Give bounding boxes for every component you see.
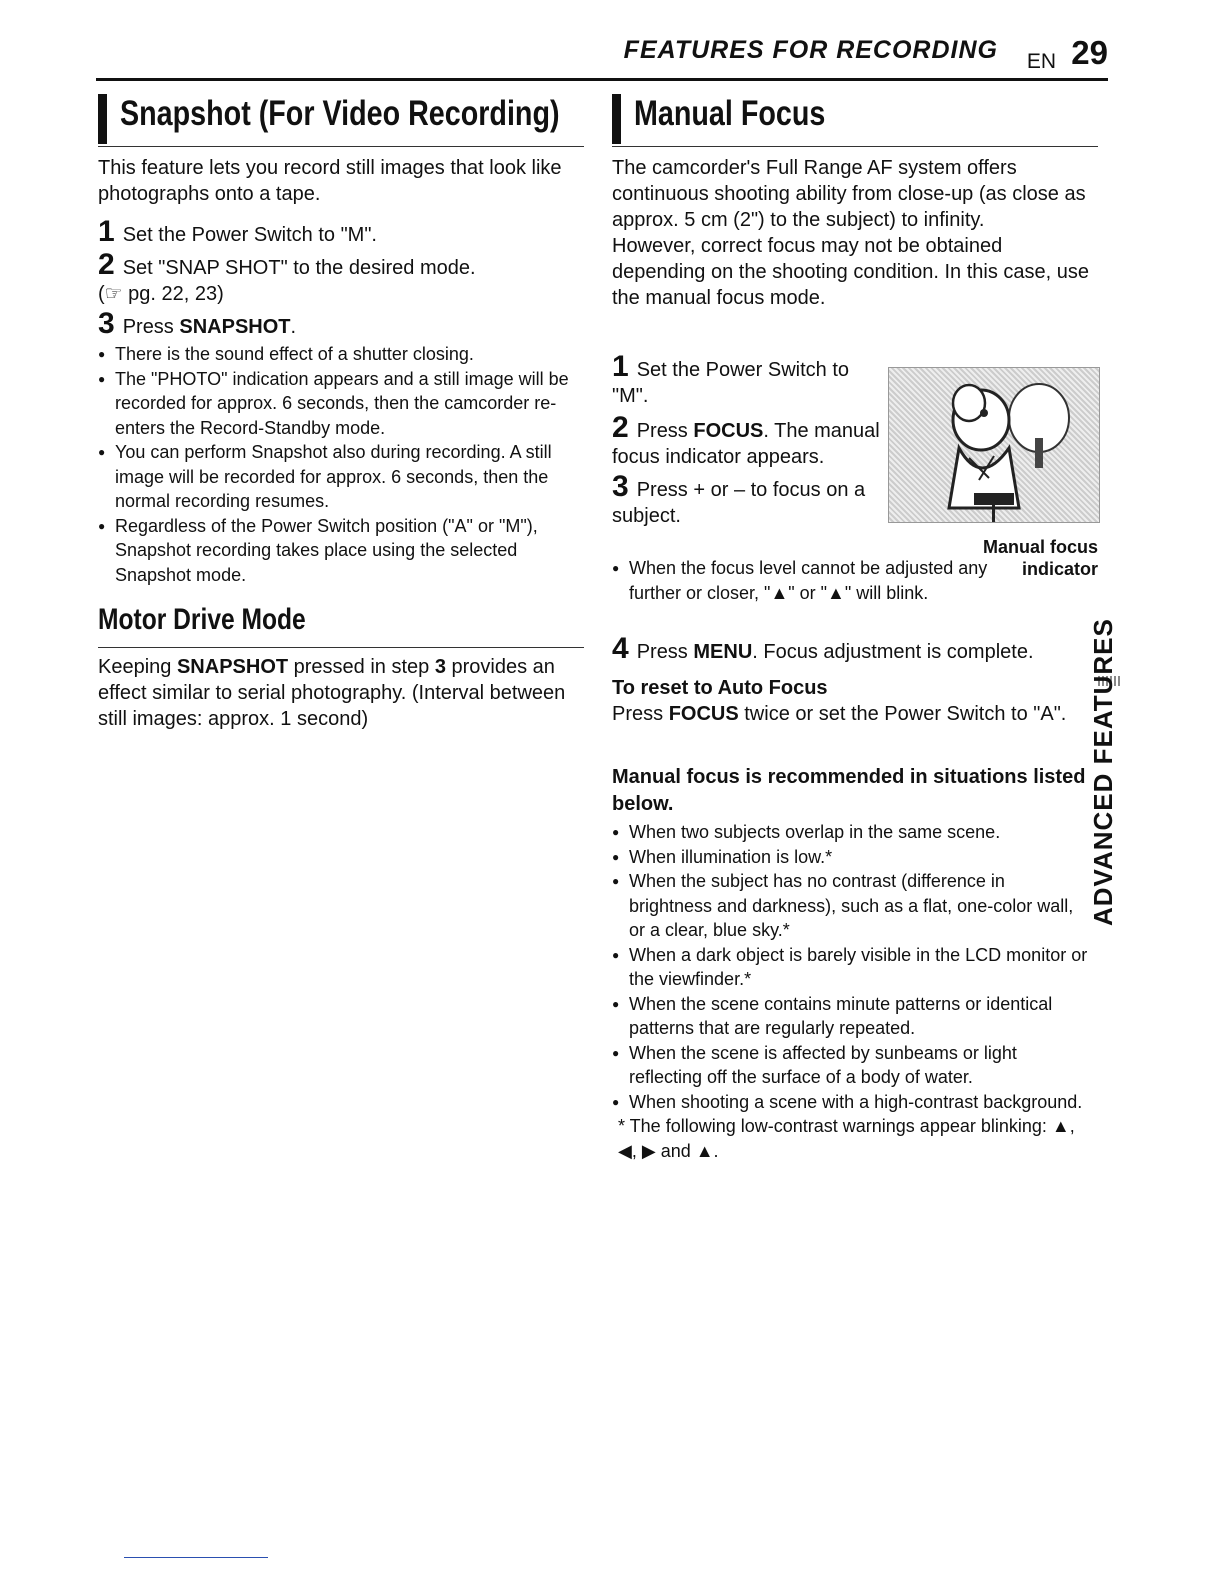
step-1 (612, 350, 882, 409)
snapshot-intro: This feature lets you record still images that look like photographs onto a tape. (98, 157, 562, 205)
step-text-end: . Focus adjustment is complete. (752, 641, 1034, 663)
step-1 (98, 215, 584, 248)
viewfinder-illustration (888, 367, 1100, 523)
manual-focus-intro (612, 155, 1098, 311)
snapshot-key: SNAPSHOT (179, 316, 291, 338)
section-title: FEATURES FOR RECORDING (623, 36, 998, 64)
list-item: ● When the scene is affected by sunbeams or light reflecting off the surface of a body of water. (612, 1041, 1092, 1090)
focus-key: FOCUS (668, 703, 739, 725)
page-header (96, 30, 1108, 81)
intro-paragraph: However, correct focus may not be obtained depending on the shooting condition. In this case, use the manual focus mode. (612, 235, 1090, 309)
motor-drive-title: Motor Drive Mode (98, 603, 306, 636)
step-2 (98, 248, 584, 281)
step-text: Press (636, 420, 694, 442)
manual-focus-title: Manual Focus (634, 94, 826, 133)
step-3 (98, 307, 584, 340)
snapshot-notes (98, 342, 584, 587)
intro-paragraph: The camcorder's Full Range AF system offers continuous shooting ability from close-up (as close as approx. 5 cm (2") to the subject) to infinity. (612, 157, 1086, 231)
list-item: ● When a dark object is barely visible in the LCD monitor or the viewfinder.* (612, 943, 1092, 992)
step-number: 2 (612, 411, 629, 444)
text: pressed in step (288, 656, 435, 678)
text: Press (612, 703, 669, 725)
indicator-caption: Manual focus indicator (982, 537, 1098, 579)
step-text: Press (122, 316, 180, 338)
text: Keeping (98, 656, 177, 678)
text: provides an effect similar to serial photography. (Interval between still images: approx. 1 second) (98, 656, 566, 730)
step-text: Press + or – to focus on a subject. (612, 479, 866, 527)
list-item: ● When the focus level cannot be adjusted any further or closer, "▲" or "▲" will blink. (612, 556, 1012, 605)
step-number: 1 (612, 350, 629, 383)
step-number: 4 (612, 632, 629, 665)
step-text: Set the Power Switch to "M". (122, 224, 377, 246)
focus-key: FOCUS (693, 420, 764, 442)
page-number: 29 (1071, 34, 1108, 71)
title-rule (612, 146, 1098, 147)
step-text: Set "SNAP SHOT" to the desired mode. (122, 257, 476, 279)
title-bar-marker (98, 94, 107, 144)
recommend-title: Manual focus is recommended in situations listed below. (612, 766, 1086, 815)
list-item: ● You can perform Snapshot also during recording. A still image will be recorded for approx. 6 seconds, then the normal recording resumes. (98, 440, 584, 514)
snapshot-key: SNAPSHOT (176, 656, 289, 678)
title-rule (98, 146, 584, 147)
cartoon-character-illustration (889, 368, 1099, 522)
step-number: 3 (612, 470, 629, 503)
reset-text (612, 701, 1092, 727)
motor-drive-text (98, 654, 584, 732)
list-item: ● When illumination is low.* (612, 845, 1092, 870)
reset-title: To reset to Auto Focus (612, 677, 828, 699)
step-number: 1 (98, 215, 115, 248)
recommend-section (612, 764, 1092, 1163)
step-2 (612, 411, 882, 470)
step-text: Set the Power Switch to "M". (612, 359, 850, 407)
list-item: ● There is the sound effect of a shutter closing. (98, 342, 584, 367)
focus-steps (612, 350, 882, 529)
language-label: EN (1026, 50, 1056, 73)
title-bar-marker (612, 94, 621, 144)
focus-limit-note (612, 556, 1012, 605)
step-4 (612, 632, 1098, 665)
step-text-end: . The manual focus indicator appears. (612, 420, 880, 468)
list-item: ● When the scene contains minute patterns or identical patterns that are regularly repeated. (612, 992, 1092, 1041)
footer-line (124, 1557, 268, 1558)
side-tab-label: ADVANCED FEATURES (1088, 618, 1118, 926)
reset-section (612, 675, 1092, 727)
list-item: ● When shooting a scene with a high-contrast background. (612, 1090, 1092, 1115)
step-text-end: . (290, 316, 297, 338)
step-3 (612, 470, 882, 529)
recommend-list (612, 820, 1092, 1114)
step-number: 2 (98, 248, 115, 281)
menu-key: MENU (693, 641, 753, 663)
subtitle-rule (98, 647, 584, 648)
left-column (98, 155, 584, 587)
text: twice or set the Power Switch to "A". (738, 703, 1067, 725)
list-item: ● The "PHOTO" indication appears and a still image will be recorded for approx. 6 seconds, then the camcorder re-enters the Record-Standby mode. (98, 367, 584, 441)
list-item: ● When two subjects overlap in the same scene. (612, 820, 1092, 845)
side-tab (1088, 618, 1122, 926)
page-reference: (☞ pg. 22, 23) (98, 283, 224, 305)
step-ref: 3 (434, 656, 446, 678)
footnote: * The following low-contrast warnings appear blinking: ▲, ◀, ▶ and ▲. (618, 1116, 1075, 1161)
list-item: ● When the subject has no contrast (difference in brightness and darkness), such as a flat, one-color wall, or a clear, blue sky.* (612, 869, 1092, 943)
list-item: ● Regardless of the Power Switch position ("A" or "M"), Snapshot recording takes place using the selected Snapshot mode. (98, 514, 584, 588)
step-number: 3 (98, 307, 115, 340)
step-text: Press (636, 641, 694, 663)
snapshot-title: Snapshot (For Video Recording) (120, 94, 560, 133)
